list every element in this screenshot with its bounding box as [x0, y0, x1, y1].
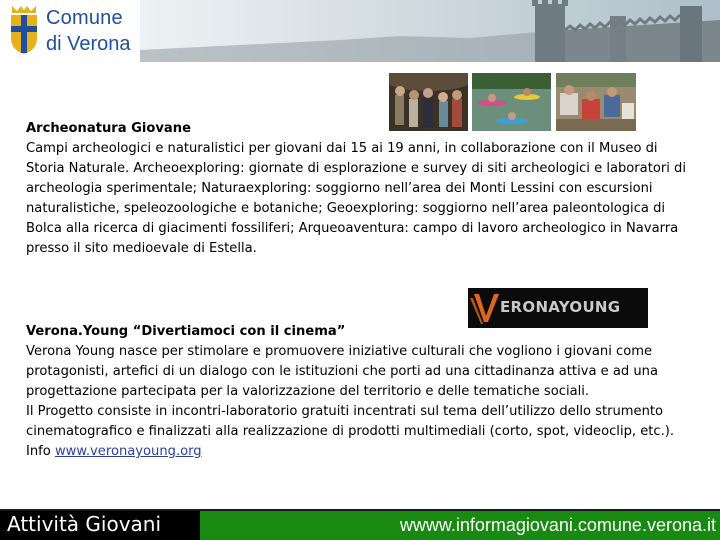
- header-banner: [0, 0, 720, 62]
- archeonatura-section: [26, 119, 692, 259]
- archeonatura-body: Campi archeologici e naturalistici per giovani dai 15 ai 19 anni, in collaborazione con il Museo di Storia Naturale. Archeoexploring: giornate di esplorazione e survey di siti archeologici e laboratori di archeologia sperimentale; Naturaexploring: soggiorno nell’area dei Monti Lessini con escursioni naturalistiche, speleozoologiche e botaniche; Geoexploring: soggiorno nell’area paleontologica di Bolca alla ricerca di giacimenti fossiliferi; Arqueoaventura: campo di lavoro archeologico in Navarra presso il sito medioevale di Estella.: [26, 141, 686, 256]
- castle-banner-image: [140, 0, 720, 62]
- veronayoung-website-link[interactable]: www.veronayoung.org: [54, 444, 202, 459]
- veronayoung-body-2: [26, 402, 692, 462]
- veronayoung-section: [26, 322, 692, 462]
- veronayoung-body-2-text: Il Progetto consiste in incontri-laboratorio gratuiti incentrati sul tema dell’utilizzo dello strumento cinematografico e finalizzati alla realizzazione di prodotti multimediali (corto, spot, videoclip, etc.). Info: [26, 404, 675, 459]
- footer-bar: [0, 509, 720, 540]
- verona-young-logo-text: ERONAYOUNG: [500, 298, 621, 316]
- footer-title-box: [0, 511, 200, 540]
- verona-coat-of-arms-icon: [8, 4, 40, 56]
- logo-title-line1: Comune: [46, 7, 123, 29]
- archeonatura-title: Archeonatura Giovane: [26, 121, 191, 136]
- logo-title-line2: di Verona: [46, 33, 131, 55]
- veronayoung-body-1: Verona Young nasce per stimolare e promuovere iniziative culturali che vogliono i giovani come protagonisti, artefici di un dialogo con le istituzioni che porti ad una cittadinanza attiva e ad una progettazione partecipata per la valorizzazione del territorio e delle tematiche sociali.: [26, 344, 658, 399]
- footer-title: Attività Giovani: [7, 512, 162, 536]
- comune-logo[interactable]: [0, 0, 132, 60]
- veronayoung-title: Verona.Young “Divertiamoci con il cinema”: [26, 324, 346, 339]
- footer-website-link[interactable]: wwww.informagiovani.comune.verona.it: [399, 515, 716, 535]
